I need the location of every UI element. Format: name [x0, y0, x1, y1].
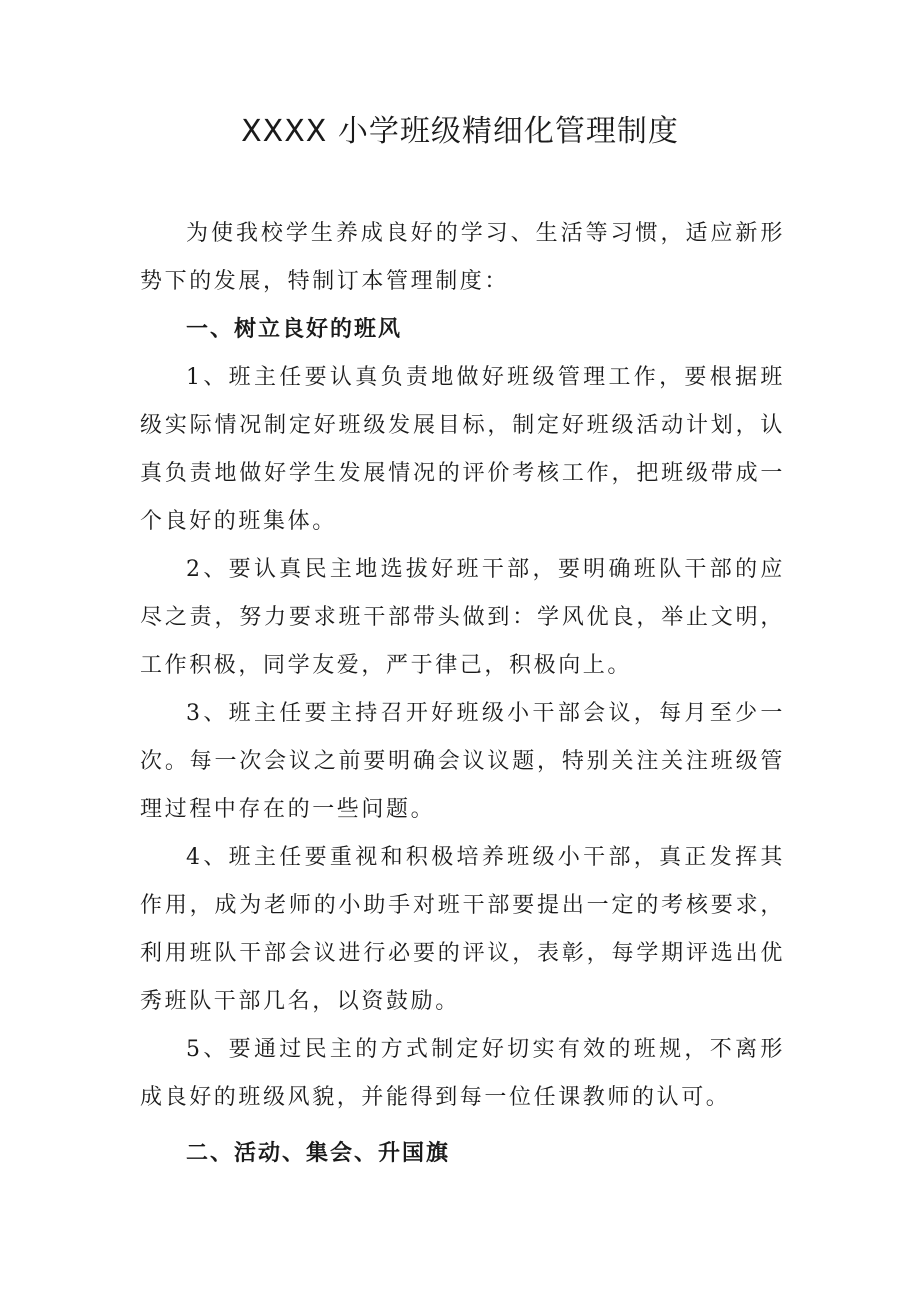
list-item: 2、要认真民主地选拔好班干部，要明确班队干部的应尽之责，努力要求班干部带头做到：学风优良，举止文明，工作积极，同学友爱，严于律己，积极向上。 [140, 557, 785, 678]
list-item: 4、班主任要重视和积极培养班级小干部，真正发挥其作用，成为老师的小助手对班干部要提出一定的考核要求，利用班队干部会议进行必要的评议，表彰，每学期评选出优秀班队干部几名，以资鼓励。 [140, 845, 785, 1014]
intro-paragraph: 为使我校学生养成良好的学习、生活等习惯，适应新形势下的发展，特制订本管理制度： [140, 221, 785, 294]
list-item: 5、要通过民主的方式制定好切实有效的班规，不离形成良好的班级风貌，并能得到每一位任课教师的认可。 [140, 1037, 785, 1110]
section-heading-2: 二、活动、集会、升国旗 [186, 1141, 451, 1166]
list-item: 1、班主任要认真负责地做好班级管理工作，要根据班级实际情况制定好班级发展目标，制定好班级活动计划，认真负责地做好学生发展情况的评价考核工作，把班级带成一个良好的班集体。 [140, 365, 785, 534]
section-heading-1: 一、树立良好的班风 [186, 317, 403, 342]
list-item: 3、班主任要主持召开好班级小干部会议，每月至少一次。每一次会议之前要明确会议议题，特别关注关注班级管理过程中存在的一些问题。 [140, 701, 785, 822]
document-body [140, 210, 785, 1178]
page-title: XXXX 小学班级精细化管理制度 [241, 114, 679, 149]
